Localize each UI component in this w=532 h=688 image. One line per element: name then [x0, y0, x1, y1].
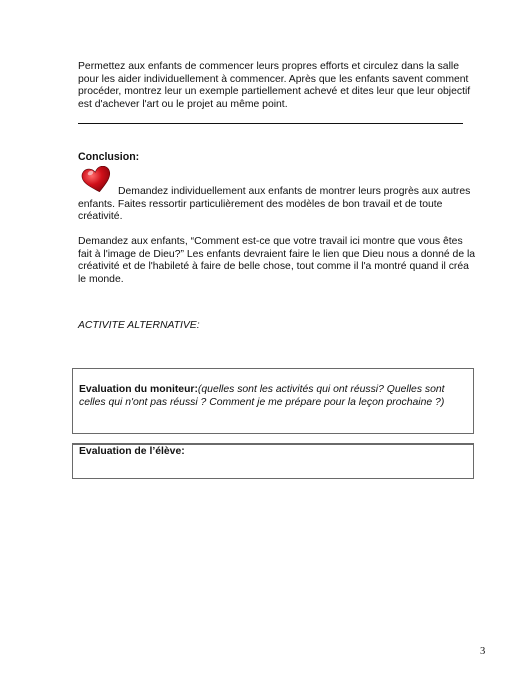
monitor-evaluation-label: Evaluation du moniteur: [79, 384, 198, 395]
monitor-evaluation-prompt: (quelles sont les activités qui ont réussi? Quelles sont celles qui n'ont pas réussi ? Comment je me prépare pour la leçon prochaine ?) [79, 384, 445, 409]
conclusion-heading: Conclusion: [78, 151, 140, 163]
page-number: 3 [480, 646, 486, 657]
question-paragraph: Demandez aux enfants, “Comment est-ce que votre travail ici montre que vous êtes fait à l'image de Dieu?” Les enfants devraient faire le lien que Dieu nous a donné de la créativité et de l'habileté à faire de belle chose, tout comme il l'a montré quand il créa le monde. [78, 236, 476, 285]
intro-paragraph: Permettez aux enfants de commencer leurs propres efforts et circulez dans la salle pour les aider individuellement à commencer. Après que les enfants savent comment procéder, montrez leur un exemple partiellement achevé et dites leur que leur objectif est d'achever l'art ou le projet au même point. [78, 61, 471, 110]
conclusion-paragraph: Demandez individuellement aux enfants de montrer leurs progrès aux autres enfants. Faites ressortir particulièrement des modèles de bon travail et de toute créativité. [78, 186, 471, 223]
alternative-activity-label: ACTIVITE ALTERNATIVE: [78, 320, 200, 331]
section-divider [78, 123, 463, 124]
student-evaluation-label: Evaluation de l’élève: [79, 446, 185, 457]
student-evaluation-box[interactable] [72, 443, 474, 479]
monitor-evaluation-box[interactable] [72, 368, 474, 434]
